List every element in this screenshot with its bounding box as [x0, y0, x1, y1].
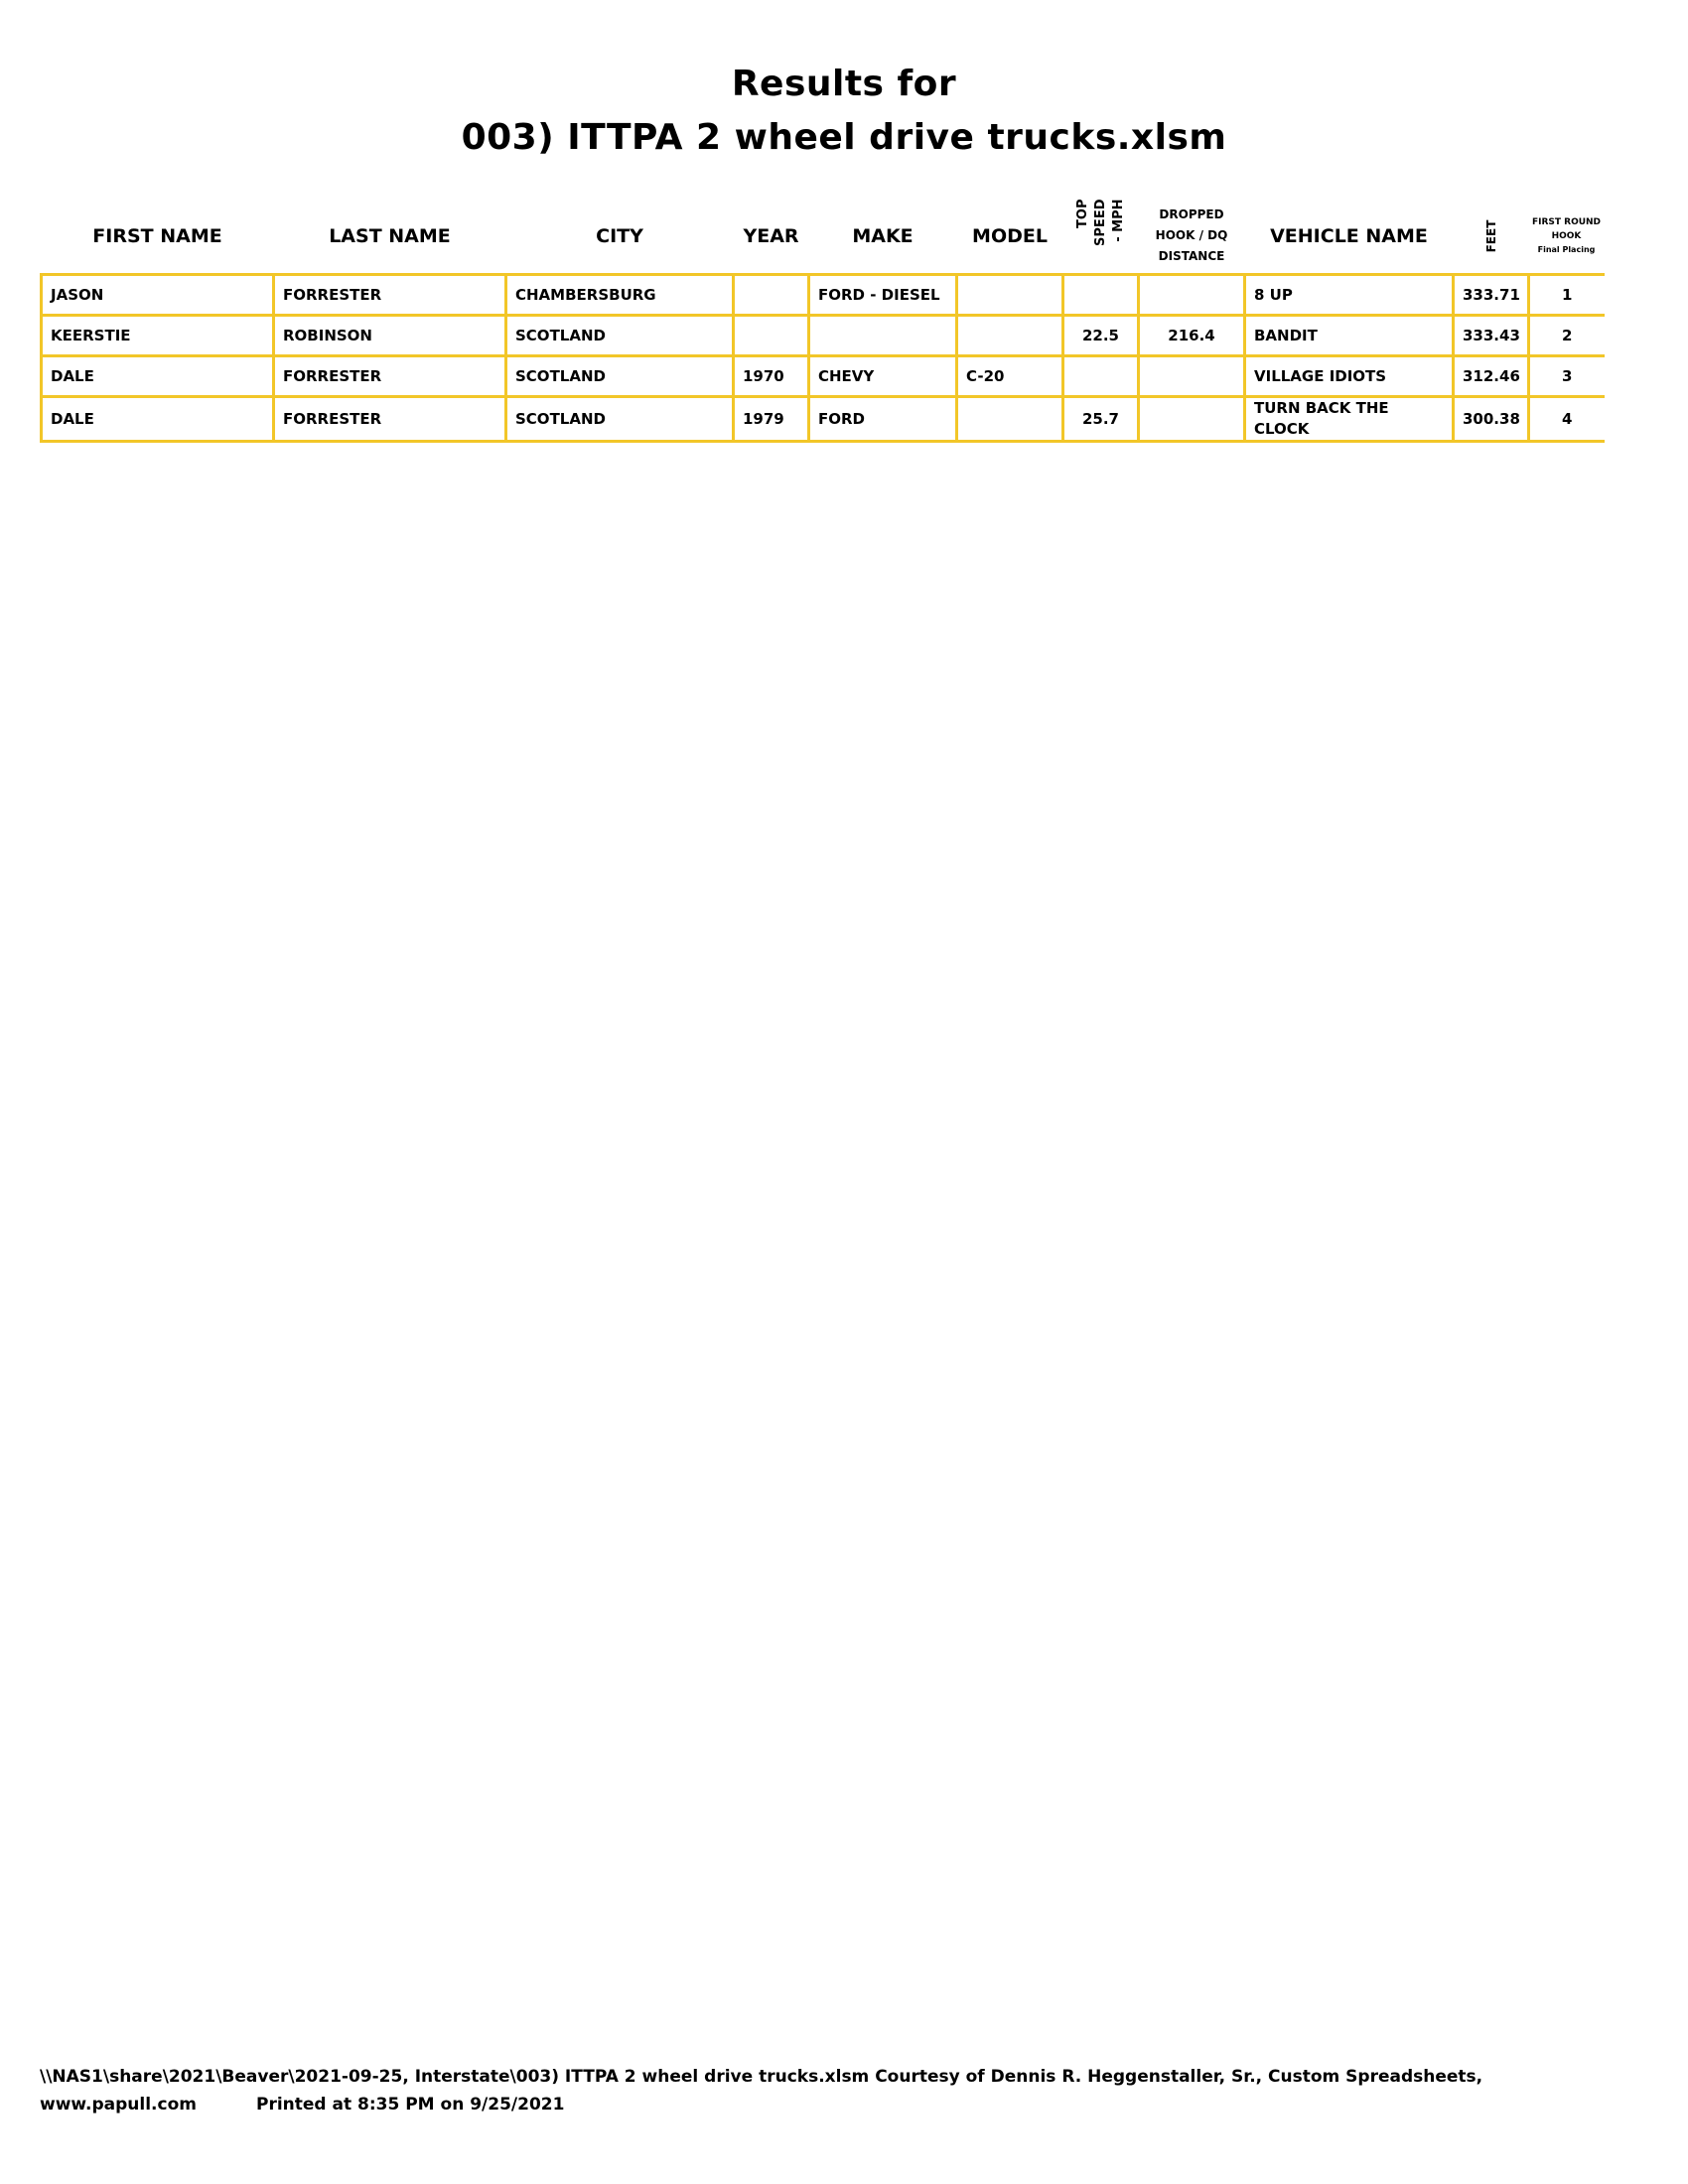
cell-dropped-hook: [1139, 397, 1245, 442]
cell-placing: 1: [1529, 275, 1605, 316]
footer-file-path: \\NAS1\share\2021\Beaver\2021-09-25, Interstate\003) ITTPA 2 wheel drive trucks.xlsm Courtesy of Dennis R. Heggenstaller, Sr., Custom Spreadsheets,: [40, 2067, 1483, 2087]
cell-city: SCOTLAND: [506, 397, 734, 442]
cell-vehicle-name: VILLAGE IDIOTS: [1245, 356, 1454, 397]
cell-first-name: KEERSTIE: [42, 316, 274, 356]
cell-vehicle-name: TURN BACK THE CLOCK: [1245, 397, 1454, 442]
col-header-dropped-hook-line1: DROPPED: [1159, 207, 1224, 221]
cell-placing: 3: [1529, 356, 1605, 397]
col-header-feet: [1454, 199, 1529, 275]
cell-top-speed: [1063, 356, 1139, 397]
col-header-feet-label: FEET: [1483, 219, 1498, 252]
cell-make: FORD: [809, 397, 957, 442]
cell-last-name: FORRESTER: [274, 275, 506, 316]
cell-year: [734, 316, 809, 356]
cell-city: SCOTLAND: [506, 356, 734, 397]
col-header-last-name: LAST NAME: [329, 224, 451, 247]
cell-dropped-hook: [1139, 275, 1245, 316]
cell-model: [957, 316, 1063, 356]
cell-top-speed: 25.7: [1063, 397, 1139, 442]
cell-first-name: DALE: [42, 356, 274, 397]
cell-first-name: JASON: [42, 275, 274, 316]
page-title-line1: Results for: [731, 64, 957, 104]
cell-last-name: FORRESTER: [274, 397, 506, 442]
cell-vehicle-name: BANDIT: [1245, 316, 1454, 356]
table-row: [42, 397, 1605, 442]
cell-model: [957, 397, 1063, 442]
cell-feet: 312.46: [1454, 356, 1529, 397]
cell-placing: 4: [1529, 397, 1605, 442]
cell-vehicle-name: 8 UP: [1245, 275, 1454, 316]
cell-first-name: DALE: [42, 397, 274, 442]
cell-year: 1970: [734, 356, 809, 397]
cell-city: SCOTLAND: [506, 316, 734, 356]
cell-last-name: ROBINSON: [274, 316, 506, 356]
table-row: [42, 275, 1605, 316]
col-header-placing-line3: Final Placing: [1537, 244, 1596, 254]
cell-feet: 333.43: [1454, 316, 1529, 356]
col-header-vehicle-name: VEHICLE NAME: [1270, 224, 1428, 247]
col-header-dropped-hook-line2: HOOK / DQ: [1155, 228, 1228, 242]
col-header-year: YEAR: [743, 224, 799, 247]
cell-make: FORD - DIESEL: [809, 275, 957, 316]
table-row: [42, 356, 1605, 397]
cell-last-name: FORRESTER: [274, 356, 506, 397]
cell-top-speed: 22.5: [1063, 316, 1139, 356]
col-header-top-speed-label: TOP SPEED - MPH: [1074, 199, 1126, 246]
col-header-make: MAKE: [852, 224, 914, 247]
page-title-line2: 003) ITTPA 2 wheel drive trucks.xlsm: [461, 117, 1227, 158]
col-header-city: CITY: [596, 224, 643, 247]
col-header-placing-line1: FIRST ROUND: [1531, 216, 1602, 227]
cell-year: 1979: [734, 397, 809, 442]
col-header-final-placing: [1529, 199, 1605, 275]
footer-website: www.papull.com: [40, 2095, 197, 2115]
col-header-model: MODEL: [972, 224, 1048, 247]
cell-placing: 2: [1529, 316, 1605, 356]
col-header-dropped-hook-line3: DISTANCE: [1158, 249, 1225, 263]
table-row: [42, 316, 1605, 356]
cell-feet: 300.38: [1454, 397, 1529, 442]
header-row: [42, 199, 1605, 275]
cell-feet: 333.71: [1454, 275, 1529, 316]
cell-model: C-20: [957, 356, 1063, 397]
col-header-dropped-hook: [1139, 199, 1245, 275]
col-header-top-speed: [1063, 199, 1139, 275]
cell-top-speed: [1063, 275, 1139, 316]
cell-city: CHAMBERSBURG: [506, 275, 734, 316]
footer-printed: Printed at 8:35 PM on 9/25/2021: [255, 2095, 565, 2115]
cell-dropped-hook: 216.4: [1139, 316, 1245, 356]
col-header-placing-line2: HOOK: [1551, 230, 1582, 241]
cell-make: CHEVY: [809, 356, 957, 397]
footer-info: [40, 2091, 1628, 2118]
col-header-first-name: FIRST NAME: [92, 224, 222, 247]
results-table: [40, 199, 1605, 443]
cell-make: [809, 316, 957, 356]
cell-year: [734, 275, 809, 316]
cell-model: [957, 275, 1063, 316]
cell-dropped-hook: [1139, 356, 1245, 397]
